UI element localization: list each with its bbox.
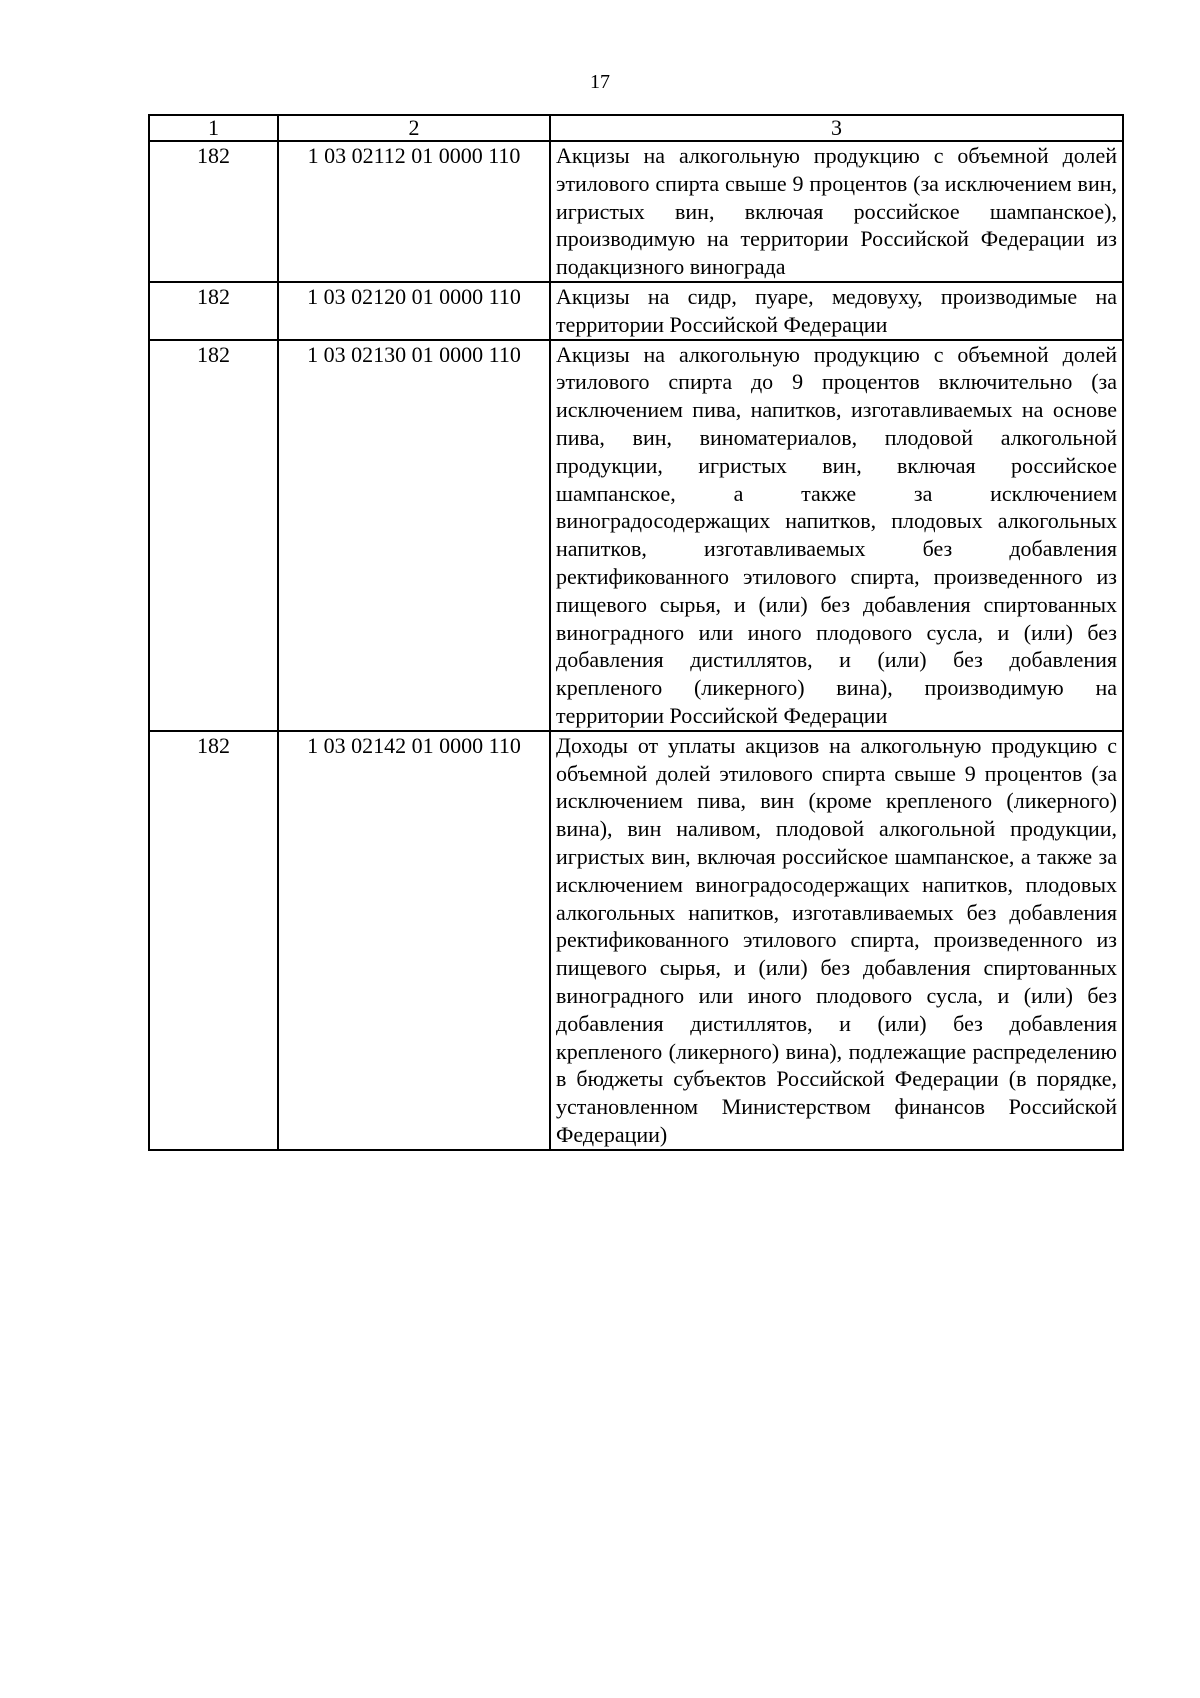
- income-code-cell: 1 03 02120 01 0000 110: [278, 282, 550, 340]
- admin-code-cell: 182: [149, 731, 278, 1150]
- income-codes-table: [148, 114, 1124, 1151]
- description-cell: Акцизы на сидр, пуаре, медовуху, производимые на территории Российской Федерации: [550, 282, 1123, 340]
- column-header-2: 2: [278, 115, 550, 141]
- admin-code-cell: 182: [149, 340, 278, 731]
- description-cell: Акцизы на алкогольную продукцию с объемной долей этилового спирта до 9 процентов включительно (за исключением пива, напитков, изготавливаемых на основе пива, вин, виноматериалов, плодовой алкогольной продукции, игристых вин, включая российское шампанское, а также за исключением виноградосодержащих напитков, плодовых алкогольных напитков, изготавливаемых без добавления ректификованного этилового спирта, произведенного из пищевого сырья, и (или) без добавления спиртованных виноградного или иного плодового сусла, и (или) без добавления дистиллятов, и (или) без добавления крепленого (ликерного) вина), производимую на территории Российской Федерации: [550, 340, 1123, 731]
- admin-code-cell: 182: [149, 141, 278, 282]
- table-row: [149, 731, 1123, 1150]
- table-row: [149, 340, 1123, 731]
- admin-code-cell: 182: [149, 282, 278, 340]
- income-code-cell: 1 03 02112 01 0000 110: [278, 141, 550, 282]
- column-header-3: 3: [550, 115, 1123, 141]
- income-code-cell: 1 03 02142 01 0000 110: [278, 731, 550, 1150]
- table-header-row: [149, 115, 1123, 141]
- table-row: [149, 141, 1123, 282]
- description-cell: Доходы от уплаты акцизов на алкогольную продукцию с объемной долей этилового спирта свыше 9 процентов (за исключением пива, вин (кроме крепленого (ликерного) вина), вин наливом, плодовой алкогольной продукции, игристых вин, включая российское шампанское, а также за исключением виноградосодержащих напитков, плодовых алкогольных напитков, изготавливаемых без добавления ректификованного этилового спирта, произведенного из пищевого сырья, и (или) без добавления спиртованных виноградного или иного плодового сусла, и (или) без добавления дистиллятов, и (или) без добавления крепленого (ликерного) вина), подлежащие распределению в бюджеты субъектов Российской Федерации (в порядке, установленном Министерством финансов Российской Федерации): [550, 731, 1123, 1150]
- column-header-1: 1: [149, 115, 278, 141]
- description-cell: Акцизы на алкогольную продукцию с объемной долей этилового спирта свыше 9 процентов (за исключением вин, игристых вин, включая российское шампанское), производимую на территории Российской Федерации из подакцизного винограда: [550, 141, 1123, 282]
- income-code-cell: 1 03 02130 01 0000 110: [278, 340, 550, 731]
- page-number: 17: [590, 71, 610, 93]
- table-row: [149, 282, 1123, 340]
